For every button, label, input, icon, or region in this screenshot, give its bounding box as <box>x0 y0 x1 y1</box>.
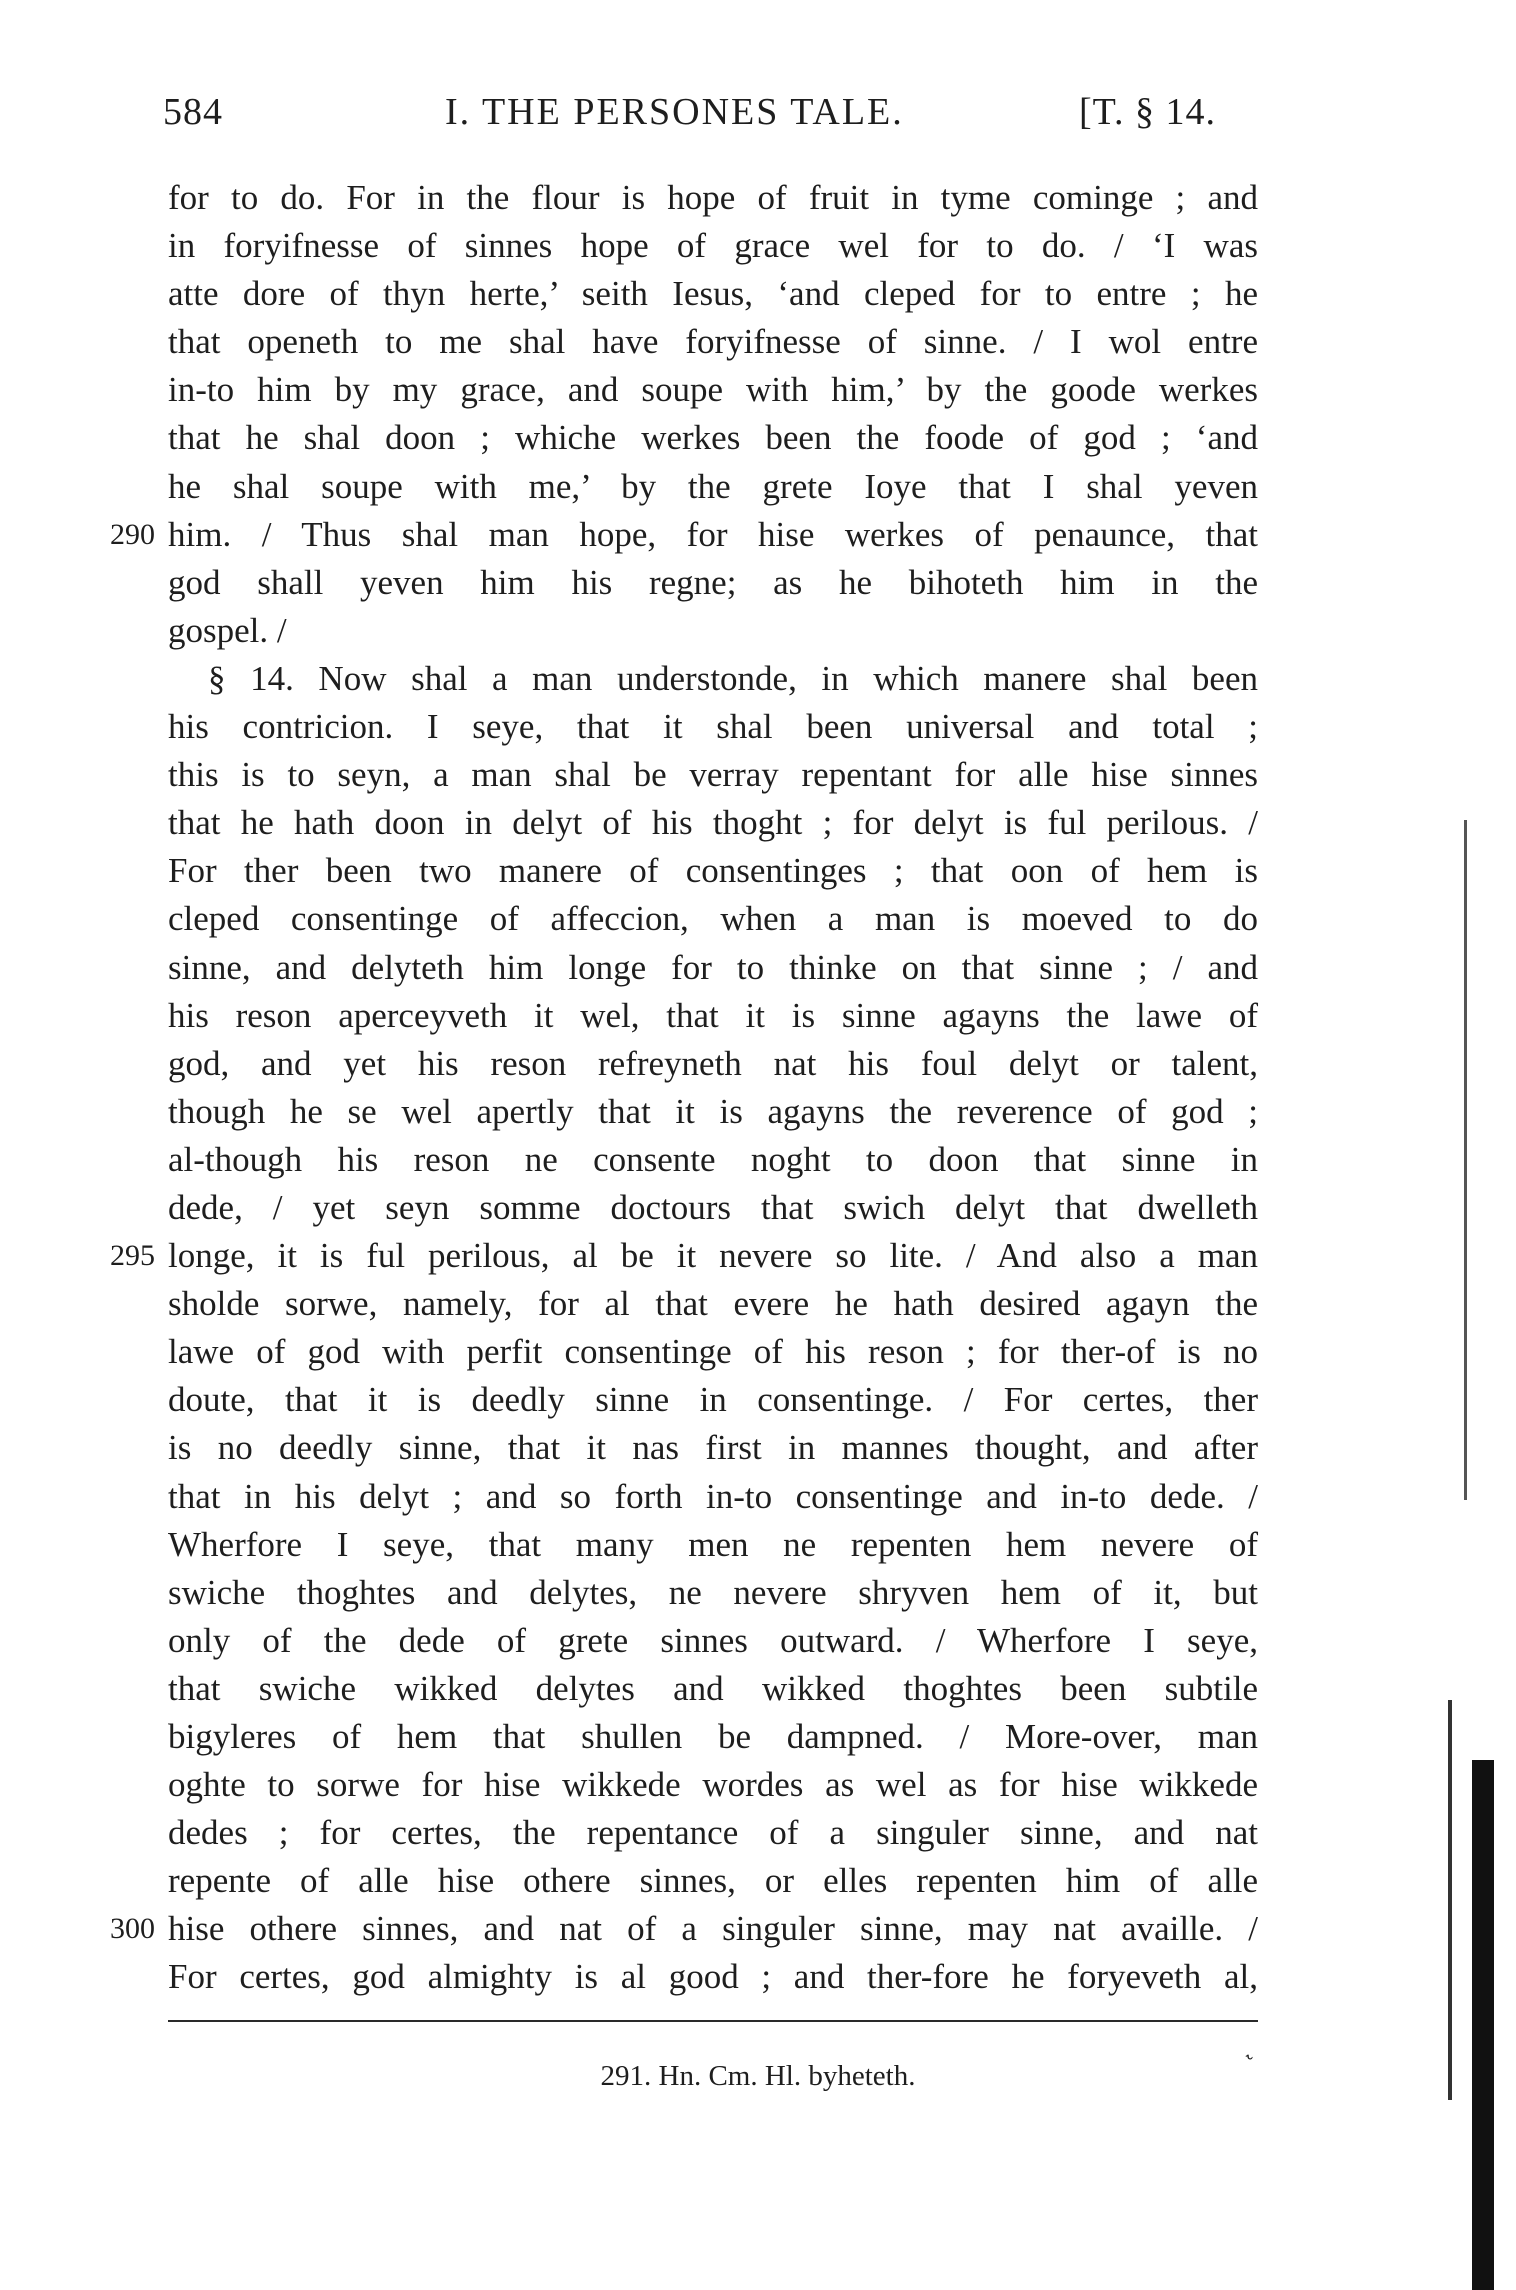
line-text: this is to seyn, a man shal be verray repentant for alle hise sinnes <box>168 755 1258 795</box>
text-line <box>168 1809 1258 1857</box>
line-text: repente of alle hise othere sinnes, or elles repenten him of alle <box>168 1861 1258 1901</box>
line-text: Wherfore I seye, that many men ne repenten hem nevere of <box>168 1524 1258 1564</box>
line-text: bigyleres of hem that shullen be dampned. / More-over, man <box>168 1717 1258 1756</box>
body-text <box>110 174 1258 2002</box>
line-text: that he hath doon in delyt of his thoght ; for delyt is ful perilous. / <box>168 803 1258 843</box>
line-text: god shall yeven him his regne; as he bihoteth him in the <box>168 562 1258 602</box>
line-text: that he shal doon ; whiche werkes been the foode of god ; ‘and <box>168 418 1258 458</box>
text-line <box>168 1665 1258 1713</box>
page-edge-shadow-mid <box>1448 1700 1452 2100</box>
text-line <box>168 366 1258 414</box>
page-edge-shadow-thick <box>1472 1760 1494 2290</box>
text-line <box>168 222 1258 270</box>
text-line <box>168 1040 1258 1088</box>
text-line <box>168 463 1258 511</box>
line-text: though he se wel apertly that it is agayns the reverence of god ; <box>168 1091 1258 1131</box>
text-line <box>168 1521 1258 1569</box>
footnote-mark: ˞ <box>1246 2042 1255 2071</box>
line-text: dedes ; for certes, the repentance of a singuler sinne, and nat <box>168 1813 1258 1853</box>
line-text: him. / Thus shal man hope, for hise werkes of penaunce, that <box>168 514 1258 554</box>
line-text: longe, it is ful perilous, al be it nevere so lite. / And also a man <box>168 1236 1258 1276</box>
line-text: is no deedly sinne, that it nas first in mannes thought, and after <box>168 1428 1258 1468</box>
text-line <box>168 1088 1258 1136</box>
text-line <box>168 655 1258 703</box>
line-text: sholde sorwe, namely, for al that evere he hath desired agayn the <box>168 1284 1258 1324</box>
section-marker: [T. § 14. <box>1079 91 1217 133</box>
line-text: oghte to sorwe for hise wikkede wordes as wel as for hise wikkede <box>168 1765 1258 1805</box>
line-text: his reson aperceyveth it wel, that it is sinne agayns the lawe of <box>168 995 1258 1035</box>
line-text: gospel. / <box>168 610 287 650</box>
line-text: al-though his reson ne consente noght to doon that sinne in <box>168 1139 1258 1179</box>
text-line <box>168 414 1258 462</box>
text-line <box>168 1280 1258 1328</box>
line-text: sinne, and delyteth him longe for to thinke on that sinne ; / and <box>168 947 1258 987</box>
text-line <box>168 559 1258 607</box>
text-line <box>168 1184 1258 1232</box>
text-line <box>168 318 1258 366</box>
line-text: in-to him by my grace, and soupe with him,’ by the goode werkes <box>168 370 1258 410</box>
line-text: for to do. For in the flour is hope of fruit in tyme cominge ; and <box>168 178 1258 217</box>
text-line <box>110 1905 1258 1953</box>
text-line <box>168 1473 1258 1521</box>
text-line <box>110 1232 1258 1280</box>
text-line <box>168 847 1258 895</box>
line-text: that swiche wikked delytes and wikked thoghtes been subtile <box>168 1668 1258 1708</box>
text-line <box>168 270 1258 318</box>
text-line <box>168 1328 1258 1376</box>
footnote: 291. Hn. Cm. Hl. byheteth. <box>600 2060 916 2092</box>
line-text: that openeth to me shal have foryifnesse of sinne. / I wol entre <box>168 322 1258 362</box>
text-line <box>168 1857 1258 1905</box>
text-line <box>168 1376 1258 1424</box>
footnote-divider <box>168 2020 1258 2022</box>
text-line <box>168 703 1258 751</box>
text-line <box>168 799 1258 847</box>
line-text: atte dore of thyn herte,’ seith Iesus, ‘and cleped for to entre ; he <box>168 274 1258 314</box>
page-edge-shadow-thin <box>1464 820 1467 1500</box>
line-text: swiche thoghtes and delytes, ne nevere shryven hem of it, but <box>168 1572 1258 1612</box>
text-line <box>168 944 1258 992</box>
line-text: in foryifnesse of sinnes hope of grace wel for to do. / ‘I was <box>168 226 1258 266</box>
line-text: he shal soupe with me,’ by the grete Ioye that I shal yeven <box>168 466 1258 506</box>
text-line <box>110 511 1258 559</box>
text-line <box>168 1617 1258 1665</box>
line-text: doute, that it is deedly sinne in consentinge. / For certes, ther <box>168 1380 1258 1420</box>
line-text: that in his delyt ; and so forth in-to consentinge and in-to dede. / <box>168 1476 1258 1516</box>
page-number: 584 <box>163 91 223 133</box>
line-text: § 14. Now shal a man understonde, in which manere shal been <box>208 658 1258 698</box>
running-header <box>163 90 1263 150</box>
line-text: For ther been two manere of consentinges ; that oon of hem is <box>168 851 1258 891</box>
line-text: For certes, god almighty is al good ; and ther-fore he foryeveth al, <box>168 1957 1258 1997</box>
text-line <box>168 174 1258 222</box>
text-line <box>168 895 1258 943</box>
text-line <box>168 751 1258 799</box>
line-text: dede, / yet seyn somme doctours that swich delyt that dwelleth <box>168 1187 1258 1227</box>
line-number: 290 <box>110 517 155 551</box>
line-text: cleped consentinge of affeccion, when a man is moeved to do <box>168 899 1258 939</box>
text-line <box>168 1953 1258 2001</box>
line-text: hise othere sinnes, and nat of a singuler sinne, may nat availle. / <box>168 1909 1258 1949</box>
line-text: lawe of god with perfit consentinge of his reson ; for ther-of is no <box>168 1332 1258 1372</box>
line-text: only of the dede of grete sinnes outward. / Wherfore I seye, <box>168 1620 1258 1660</box>
text-line <box>168 607 1258 655</box>
text-line <box>168 992 1258 1040</box>
line-number: 300 <box>110 1912 155 1946</box>
line-number: 295 <box>110 1239 155 1273</box>
line-text: his contricion. I seye, that it shal been universal and total ; <box>168 707 1258 747</box>
text-line <box>168 1569 1258 1617</box>
text-line <box>168 1136 1258 1184</box>
line-text: god, and yet his reson refreyneth nat his foul delyt or talent, <box>168 1043 1258 1083</box>
text-line <box>168 1761 1258 1809</box>
text-line <box>168 1424 1258 1472</box>
text-line <box>168 1713 1258 1761</box>
page-title: I. THE PERSONES TALE. <box>445 91 904 133</box>
